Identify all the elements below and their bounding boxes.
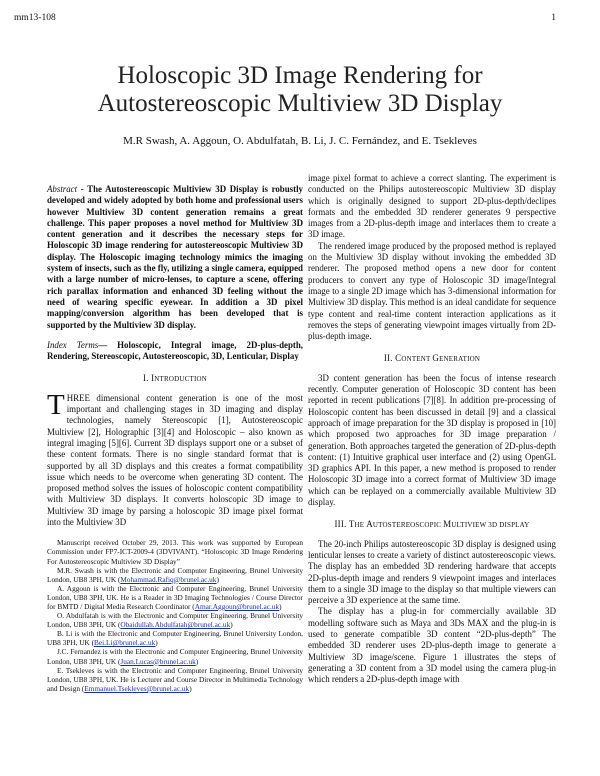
index-terms-label: Index Terms <box>47 339 99 350</box>
paper-title <box>0 62 600 118</box>
footnote-author <box>47 584 303 611</box>
section-rest: UTOSTEREOSCOPIC <box>372 521 444 530</box>
body-paragraph: image pixel format to achieve a correct slanting. The experiment is conducted on the Philips autostereoscopic Multiview 3D display which is originally designed to support 2D-plus-depth/declipes formats and the embedded 3D renderer generates 9 perspective images from a 2D-plus-depth image and interlaces them to create a 3D image. <box>308 173 556 240</box>
body-paragraph: The 20-inch Philips autostereoscopic 3D display is designed using lenticular lenses to create a variety of distinct autostereoscopic views. The display has an embedded 3D rendering hardware that accepts 2D-plus-depth image and renders 9 viewpoint images and interlaces them to a single 3D image to the display so that multiple viewers can perceive a 3D experience at the same time. <box>308 538 556 606</box>
index-terms-text: — Holoscopic, Integral image, 2D-plus-depth, Rendering, Stereoscopic, Autostereoscopic, 3D, Lenticular, Display <box>47 339 303 362</box>
footnote-author <box>47 629 303 647</box>
section-initial: C <box>395 353 402 364</box>
email-link[interactable]: Bei.Li@brunel.ac.uk <box>94 638 156 648</box>
footnote-text: ) <box>189 683 192 693</box>
index-terms <box>47 340 303 363</box>
section-rest: HE <box>354 521 367 530</box>
footnote-text: ) <box>155 638 158 648</box>
footnote-text: E. Tsekleves is with the Electronic and Computer Engineering, Brunel University London, UB8 3PH, UK. He is Lecturer and Course Director in Multimedia Technology and Design ( <box>47 665 303 693</box>
footnote-text: O. Abdulfatah is with the Electronic and Computer Engineering, Brunel University London, UB8 3PH, UK ( <box>47 611 303 630</box>
intro-paragraph <box>47 388 303 529</box>
section-heading-introduction <box>47 373 303 385</box>
section-heading-multiview-display <box>308 519 556 531</box>
running-header-id: mm13-108 <box>14 13 56 23</box>
abstract <box>47 184 303 331</box>
footnote-text: B. Li is with the Electronic and Computer Engineering, Brunel University London, UB8 3PH, UK ( <box>47 629 303 648</box>
footnote-text: ) <box>216 574 219 584</box>
author-list: M.R Swash, A. Aggoun, O. Abdulfatah, B. Li, J. C. Fernández, and E. Tsekleves <box>123 135 477 147</box>
footnote-text: ) <box>230 620 233 630</box>
footnote-author <box>47 566 303 584</box>
footnotes <box>47 538 303 693</box>
section-number: II. <box>383 353 396 364</box>
email-link[interactable]: Juan.Lucas@brunel.ac.uk <box>120 656 196 666</box>
section-rest: ULTIVIEW 3D DISPLAY <box>451 521 530 530</box>
section-number: III. <box>334 519 349 530</box>
abstract-label: Abstract <box>47 184 78 194</box>
section-rest: ONTENT <box>401 355 433 364</box>
section-rest: ENERATION <box>439 355 481 364</box>
footnote-text: A. Aggoun is with the Electronic and Computer Engineering, Brunel University London, UB8 3PH, UK. He is a Reader in 3D Imaging Technologies / Course Director for BMTD / Digital Media Research Coordinator ( <box>47 583 303 611</box>
title-line-1: Holoscopic 3D Image Rendering for <box>117 62 483 89</box>
left-column <box>47 184 303 693</box>
section-initial: M <box>443 519 452 530</box>
section-initial: I <box>151 373 155 384</box>
section-initial: T <box>348 519 355 530</box>
email-link[interactable]: Emmanuel.Tsekleves@brunel.ac.uk <box>84 683 190 693</box>
footnote-text: M.R. Swash is with the Electronic and Computer Engineering, Brunel University London, UB8 3PH, UK ( <box>47 565 303 584</box>
intro-lead: HREE <box>66 392 90 403</box>
section-initial: A <box>366 519 373 530</box>
footnote-text: ) <box>195 656 199 666</box>
body-paragraph: The display has a plug-in for commercially available 3D modelling software such as Maya and 3Ds MAX and the plug-in is used to generate compatible 3D content “2D-plus-depth” The embedded 3D renderer uses 2D-plus-depth image to generate a Multiview 3D image/scene. Figure 1 illustrates the steps of generating a 3D content from a 3D model using the camera plug-in which renders a 2D-plus-depth image with <box>308 606 556 685</box>
section-rest: NTRODUCTION <box>154 375 208 384</box>
section-initial: G <box>432 353 440 364</box>
section-heading-content-generation <box>308 353 556 365</box>
footnote-author <box>47 611 303 629</box>
page-number: 1 <box>551 13 556 23</box>
email-link[interactable]: Obaidullah.Abdulfatah@brunel.ac.uk <box>120 620 231 630</box>
body-paragraph: 3D content generation has been the focus of intense research recently. Computer generation of Holoscopic 3D content has been reported in recent publications [7][8]. In addition pre-processing of Holoscopic content has been discussed in detail [9] and a classical approach of image preparation for the 3D display is proposed in [10] which proposed two approaches for 3D image preparation / generation. Both approaches targeted the generation of 2D-plus-depth content: (1) Intuitive graphical user interface and (2) using OpenGL 3D graphics API. In this paper, a new method is proposed to render Holoscopic 3D image into a correct format of Multiview 3D image which can be replayed on a commercially available Multiview 3D display. <box>308 372 556 508</box>
body-paragraph: The rendered image produced by the proposed method is replayed on the Multiview 3D display without invoking the embedded 3D renderer. The proposed method opens a new door for content producers to convert any type of Holoscopic 3D image/Integral image to a single 2D image which has 3-dimensional information for Multiview 3D display. This method is an ideal candidate for sequence type content and real-time content interaction applications as it removes the steps of generating viewpoint images virtually from 2D-plus-depth image. <box>308 240 556 342</box>
footnote-author <box>47 647 303 665</box>
intro-text: dimensional content generation is one of the most important and challenging stages in 3D imaging and display technologies, namely Stereoscopic [1], Autostereoscopic Multiview [2], Holographic [3][4] and Holoscopic – also known as integral imaging [5][6]. Current 3D displays support one or a subset of these content formats. There is no single standard format that is supported by all 3D displays and this creates a format compatibility issue which needs to be overcome when generating 3D content. The proposed method solves the issues of holoscopic content compatibility with Multiview 3D displays. It converts holoscopic 3D image to Multiview 3D image by parsing a holoscopic 3D image pixel format into the Multiview 3D <box>47 392 303 528</box>
footnote-manuscript: Manuscript received October 29, 2013. This work was supported by European Commission under FP7-ICT-2009-4 (3DVIVANT). “Holoscopic 3D Image Rendering For Autostereoscopic Multiview 3D Display” <box>47 538 303 566</box>
title-line-2: Autostereoscopic Multiview 3D Display <box>97 90 503 117</box>
email-link[interactable]: Mohammad.Rafiq@brunel.ac.uk <box>120 574 217 584</box>
right-column <box>308 173 556 685</box>
footnote-text: J.C. Fernandez is with the Electronic and Computer Engineering, Brunel University London, UB8 3PH, UK ( <box>47 647 303 666</box>
email-link[interactable]: Amar.Aggoun@brunel.ac.uk <box>194 601 280 611</box>
footnote-text: ) <box>279 601 282 611</box>
drop-cap: T <box>47 388 65 421</box>
footnote-author <box>47 666 303 693</box>
section-number: I. <box>142 373 152 384</box>
abstract-text: - The Autostereoscopic Multiview 3D Display is robustly developed and widely adopted by both home and professional users however Multiview 3D content generation remains a great challenge. This paper proposes a novel method for Multiview 3D content generation and it describes the necessary steps for Holoscopic 3D image rendering for autostereoscopic Multiview 3D display. The Holoscopic imaging technology mimics the imaging system of insects, such as the fly, utilizing a single camera, equipped with a large number of micro-lenses, to capture a scene, offering rich parallax information and enhanced 3D feeling without the need of wearing specific eyewear. In addition a 3D pixel mapping/conversion algorithm has been developed that is supported by the Multiview 3D display. <box>47 184 303 330</box>
